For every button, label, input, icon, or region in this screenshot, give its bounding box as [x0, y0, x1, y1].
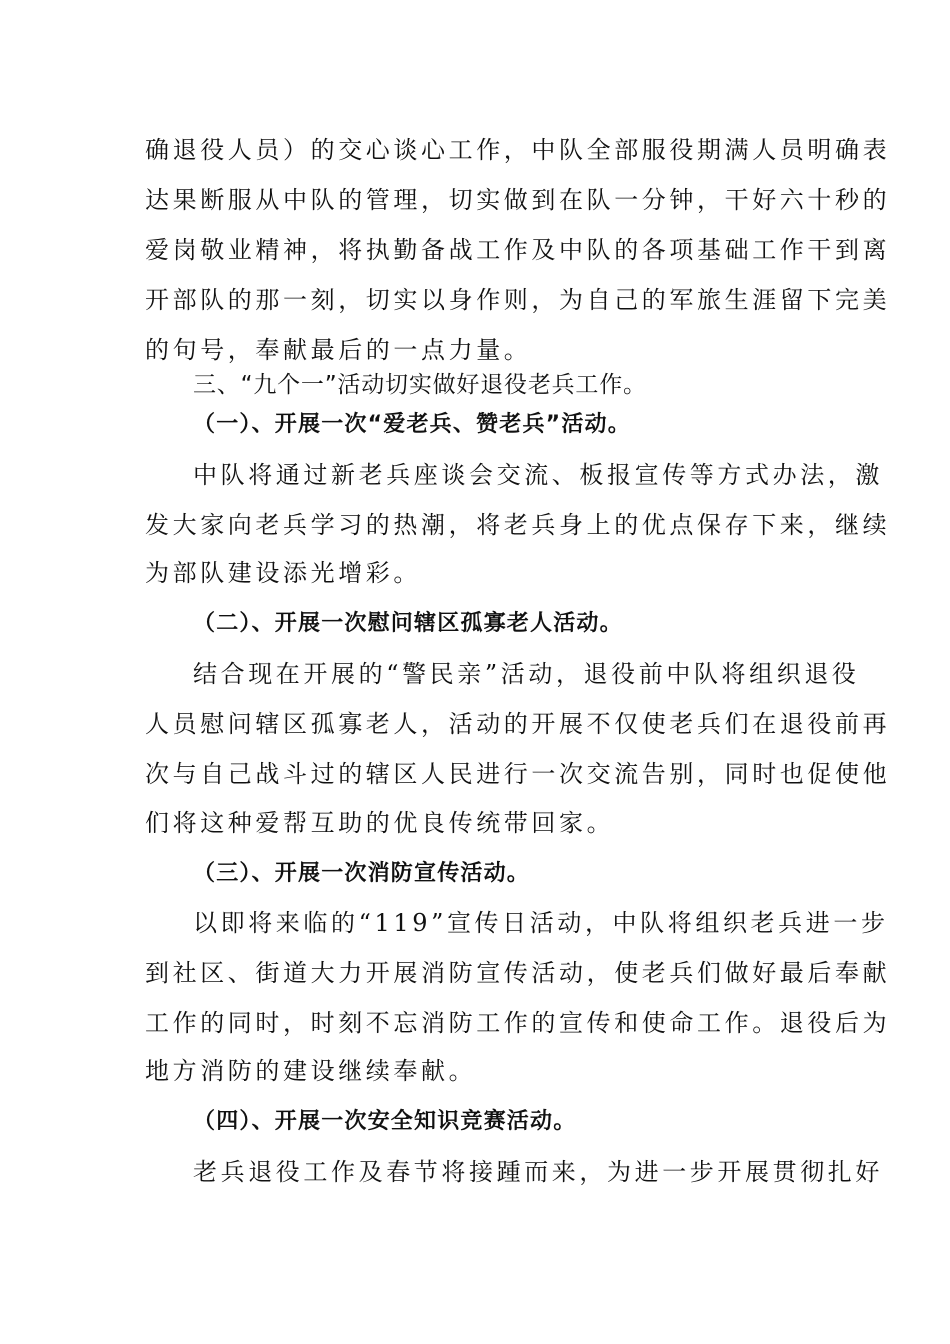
subsection-heading: （四）、开展一次安全知识竞赛活动。	[193, 1109, 577, 1134]
paragraph-line: 次与自己战斗过的辖区人民进行一次交流告别，同时也促使他	[145, 760, 891, 788]
subsection-heading: （三）、开展一次消防宣传活动。	[193, 861, 531, 886]
paragraph-line: 人员慰问辖区孤寡老人，活动的开展不仅使老兵们在退役前再	[145, 710, 891, 738]
subsection-heading: （二）、开展一次慰问辖区孤寡老人活动。	[193, 611, 623, 636]
paragraph-line: 开部队的那一刻，切实以身作则，为自己的军旅生涯留下完美	[145, 286, 891, 314]
paragraph-line: 爱岗敬业精神，将执勤备战工作及中队的各项基础工作干到离	[145, 236, 891, 264]
paragraph-line: 确退役人员）的交心谈心工作，中队全部服役期满人员明确表	[145, 136, 891, 164]
paragraph-line: 老兵退役工作及春节将接踵而来，为进一步开展贯彻扎好	[193, 1158, 883, 1186]
paragraph-line: 工作的同时，时刻不忘消防工作的宣传和使命工作。退役后为	[145, 1009, 891, 1037]
subsection-heading: （一）、开展一次“爱老兵、赞老兵”活动。	[193, 412, 631, 437]
paragraph-line: 们将这种爱帮互助的优良传统带回家。	[145, 809, 615, 837]
paragraph-line: 以即将来临的“119”宣传日活动，中队将组织老兵进一步	[193, 909, 889, 937]
paragraph-line: 达果断服从中队的管理，切实做到在队一分钟，干好六十秒的	[145, 186, 891, 214]
section-heading: 三、“九个一”活动切实做好退役老兵工作。	[193, 372, 647, 398]
paragraph-line: 到社区、街道大力开展消防宣传活动，使老兵们做好最后奉献	[145, 959, 891, 987]
paragraph-line: 结合现在开展的“警民亲”活动，退役前中队将组织退役	[193, 660, 860, 688]
paragraph-line: 地方消防的建设继续奉献。	[145, 1057, 477, 1085]
paragraph-line: 的句号，奉献最后的一点力量。	[145, 336, 532, 364]
paragraph-line: 中队将通过新老兵座谈会交流、板报宣传等方式办法，激	[193, 461, 883, 489]
paragraph-line: 发大家向老兵学习的热潮，将老兵身上的优点保存下来，继续	[145, 511, 891, 539]
paragraph-line: 为部队建设添光增彩。	[145, 559, 421, 587]
